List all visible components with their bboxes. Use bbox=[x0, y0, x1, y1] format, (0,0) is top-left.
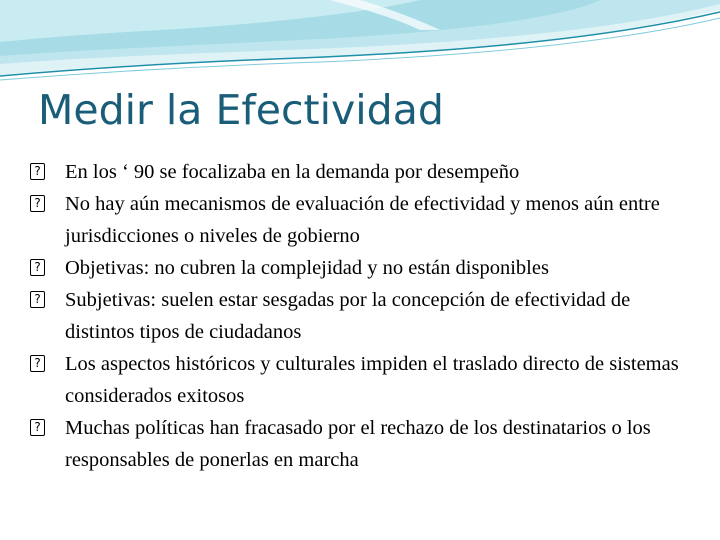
bullet-marker-icon: ? bbox=[30, 291, 45, 308]
bullet-item bbox=[30, 284, 700, 348]
bullet-text: Objetivas: no cubren la complejidad y no están disponibles bbox=[65, 257, 549, 279]
bullet-item bbox=[30, 156, 700, 188]
bullet-marker-icon: ? bbox=[30, 419, 45, 436]
bullet-text: Muchas políticas han fracasado por el rechazo de los destinatarios o los responsables de ponerlas en marcha bbox=[65, 417, 651, 471]
bullet-marker-icon: ? bbox=[30, 163, 45, 180]
bullet-list bbox=[30, 156, 700, 476]
bullet-marker-icon: ? bbox=[30, 195, 45, 212]
bullet-marker-icon: ? bbox=[30, 259, 45, 276]
bullet-text: No hay aún mecanismos de evaluación de efectividad y menos aún entre jurisdicciones o niveles de gobierno bbox=[65, 193, 660, 247]
bullet-item bbox=[30, 348, 700, 412]
bullet-text: Subjetivas: suelen estar sesgadas por la concepción de efectividad de distintos tipos de ciudadanos bbox=[65, 289, 631, 343]
header-wave-decoration bbox=[0, 0, 720, 90]
bullet-text: Los aspectos históricos y culturales impiden el traslado directo de sistemas considerados exitosos bbox=[65, 353, 679, 407]
bullet-item bbox=[30, 188, 700, 252]
bullet-marker-icon: ? bbox=[30, 355, 45, 372]
bullet-item bbox=[30, 252, 700, 284]
bullet-item bbox=[30, 412, 700, 476]
bullet-text: En los ‘ 90 se focalizaba en la demanda por desempeño bbox=[65, 161, 520, 183]
slide-title: Medir la Efectividad bbox=[38, 86, 444, 134]
